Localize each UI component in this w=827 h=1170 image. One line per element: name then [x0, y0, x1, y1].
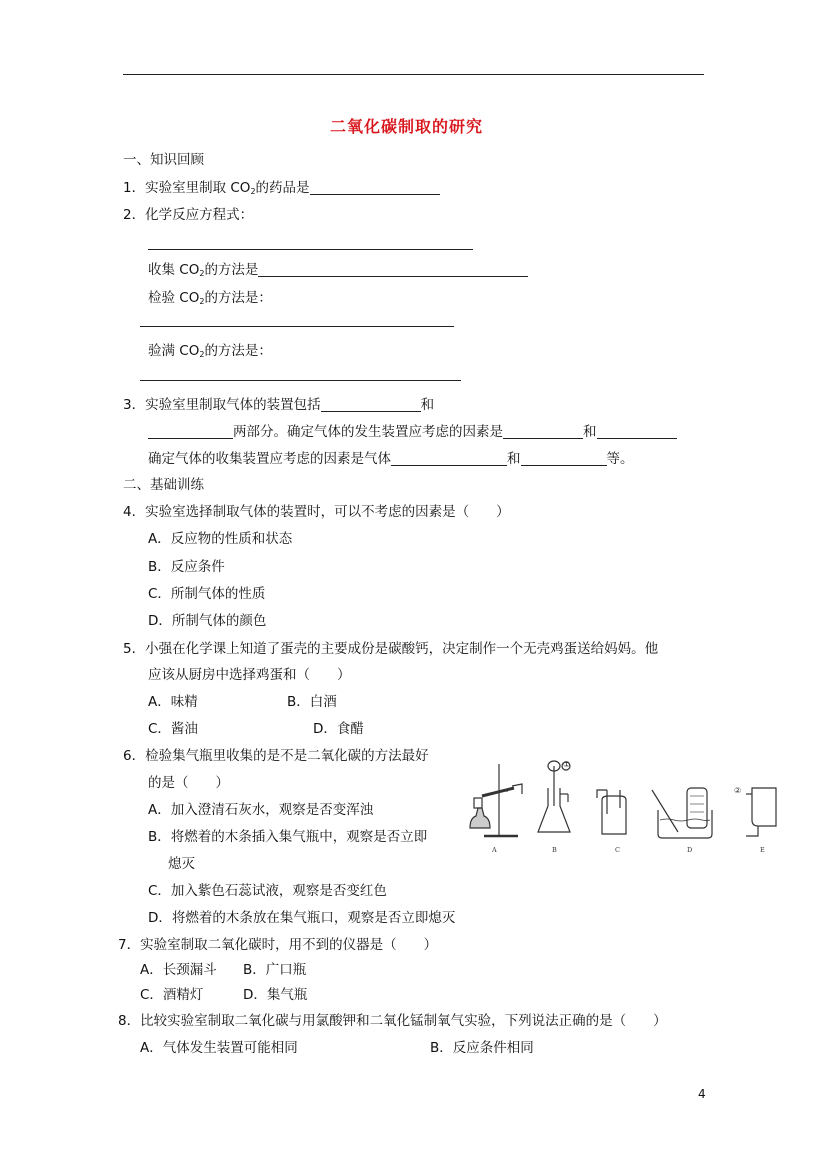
figure-mark-1: ①: [563, 760, 571, 769]
q3-text-b: 两部分。确定气体的发生装置应考虑的因素是: [233, 424, 503, 440]
apparatus-drawing: [462, 758, 792, 858]
q2-full-line: [148, 339, 272, 359]
question-1: [123, 176, 440, 196]
question-3-line-1: [123, 393, 434, 413]
q3-blank-5[interactable]: [391, 451, 507, 466]
q6-option-b-line-1[interactable]: B．将燃着的木条插入集气瓶中，观察是否立即: [148, 829, 428, 845]
q2-test-sub: 2: [199, 297, 205, 306]
q8-option-a[interactable]: A．气体发生装置可能相同: [140, 1040, 298, 1056]
q7-option-c[interactable]: C．酒精灯: [140, 987, 204, 1003]
question-4-stem: 4．实验室选择制取气体的装置时，可以不考虑的因素是（ ）: [123, 504, 510, 520]
q6-option-a[interactable]: A．加入澄清石灰水，观察是否变浑浊: [148, 802, 374, 818]
figure-label-a: A: [492, 846, 497, 854]
question-2: 2．化学反应方程式：: [123, 207, 254, 223]
q3-blank-6[interactable]: [521, 451, 607, 466]
q2-collect-sub: 2: [199, 269, 205, 278]
question-7-stem: 7．实验室制取二氧化碳时，用不到的仪器是（ ）: [118, 937, 438, 953]
q2-collect-line: [148, 258, 528, 278]
question-8-stem: 8．比较实验室制取二氧化碳与用氯酸钾和二氧化锰制氧气实验，下列说法正确的是（ ）: [118, 1013, 667, 1029]
q3-blank-2[interactable]: [148, 424, 233, 439]
question-6-stem-1: 6．检验集气瓶里收集的是不是二氧化碳的方法最好: [123, 748, 429, 764]
q1-answer-blank[interactable]: [310, 180, 440, 195]
q6-option-d[interactable]: D．将燃着的木条放在集气瓶口，观察是否立即熄灭: [148, 910, 456, 926]
q1-text-b: 的药品是: [255, 180, 310, 196]
q5-option-a[interactable]: A．味精: [148, 694, 198, 710]
section-heading-review: 一、知识回顾: [123, 152, 204, 168]
apparatus-a-drawing: [470, 764, 522, 836]
q3-blank-4[interactable]: [597, 424, 677, 439]
q3-blank-1[interactable]: [321, 397, 421, 412]
q2-full-text-b: 的方法是：: [204, 343, 272, 359]
q7-option-b[interactable]: B．广口瓶: [243, 962, 307, 978]
q2-full-sub: 2: [199, 350, 205, 359]
apparatus-e-drawing: [746, 788, 776, 836]
q2-full-blank[interactable]: [140, 380, 461, 381]
section-heading-training: 二、基础训练: [123, 477, 204, 493]
q2-collect-text-b: 的方法是: [204, 262, 259, 278]
figure-mark-2: ②: [734, 786, 742, 795]
q3-text-a: 3．实验室里制取气体的装置包括: [123, 397, 321, 413]
q1-text-a: 1．实验室里制取 CO: [123, 180, 251, 196]
q6-option-b-line-2[interactable]: 熄灭: [168, 856, 195, 872]
figure-label-b: B: [552, 846, 557, 854]
q4-option-b[interactable]: B．反应条件: [148, 559, 225, 575]
q3-and-1: 和: [420, 397, 435, 413]
q2-collect-blank[interactable]: [258, 262, 528, 277]
q5-option-d[interactable]: D．食醋: [313, 721, 364, 737]
figure-label-d: D: [687, 846, 693, 854]
q4-option-a[interactable]: A．反应物的性质和状态: [148, 531, 293, 547]
q3-end: 等。: [606, 451, 634, 467]
q2-full-text-a: 验满 CO: [148, 343, 200, 359]
q2-test-text-a: 检验 CO: [148, 290, 200, 306]
q5-option-c[interactable]: C．酱油: [148, 721, 198, 737]
question-3-line-2: [148, 420, 677, 440]
apparatus-b-drawing: [538, 761, 570, 832]
question-5-stem-1: 5．小强在化学课上知道了蛋壳的主要成份是碳酸钙，决定制作一个无壳鸡蛋送给妈妈。他: [123, 641, 659, 657]
q3-text-c: 确定气体的收集装置应考虑的因素是气体: [148, 451, 391, 467]
figure-label-c: C: [615, 846, 620, 854]
q4-option-c[interactable]: C．所制气体的性质: [148, 586, 266, 602]
q3-and-2: 和: [583, 424, 597, 440]
q2-test-blank[interactable]: [140, 326, 454, 327]
apparatus-figure: [462, 758, 792, 858]
q5-option-b[interactable]: B．白酒: [287, 694, 337, 710]
q7-option-a[interactable]: A．长颈漏斗: [140, 962, 217, 978]
q3-and-3: 和: [507, 451, 521, 467]
q1-sub: 2: [250, 187, 256, 196]
page-number: 4: [698, 1087, 706, 1101]
q7-option-d[interactable]: D．集气瓶: [243, 987, 308, 1003]
q4-option-d[interactable]: D．所制气体的颜色: [148, 613, 267, 629]
q8-option-b[interactable]: B．反应条件相同: [430, 1040, 534, 1056]
q2-collect-text-a: 收集 CO: [148, 262, 200, 278]
q3-blank-3[interactable]: [503, 424, 583, 439]
header-rule: [123, 74, 704, 75]
q6-option-c[interactable]: C．加入紫色石蕊试液，观察是否变红色: [148, 883, 387, 899]
q2-test-line: [148, 286, 272, 306]
page-title: 二氧化碳制取的研究: [330, 117, 484, 136]
question-6-stem-2: 的是（ ）: [148, 775, 229, 791]
q2-equation-blank[interactable]: [148, 249, 473, 250]
figure-label-e: E: [760, 846, 765, 854]
q2-test-text-b: 的方法是：: [204, 290, 272, 306]
question-5-stem-2: 应该从厨房中选择鸡蛋和（ ）: [148, 667, 351, 683]
question-3-line-3: [148, 447, 634, 467]
apparatus-d-drawing: [652, 788, 712, 838]
apparatus-c-drawing: [597, 790, 626, 834]
